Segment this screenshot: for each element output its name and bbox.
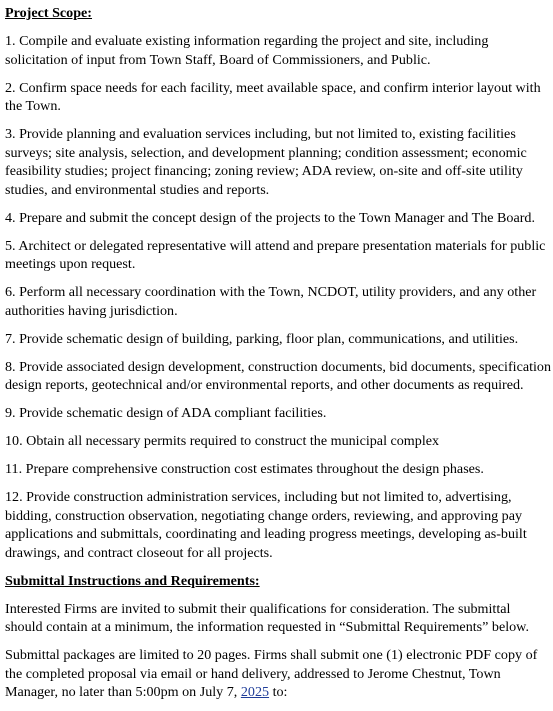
scope-item-5: 5. Architect or delegated representative will attend and prepare presentation materials for public meetings upon request. <box>5 237 546 272</box>
scope-item-1: 1. Compile and evaluate existing information regarding the project and site, including solicitation of input from Town Staff, Board of Commissioners, and Public. <box>5 33 489 68</box>
scope-item-11: 11. Prepare comprehensive construction cost estimates throughout the design phases. <box>5 461 484 477</box>
submittal-heading: Submittal Instructions and Requirements: <box>5 572 260 589</box>
deadline-year-link[interactable]: 2025 <box>240 684 270 700</box>
submittal-paragraph-2-text: Submittal packages are limited to 20 pages. Firms shall submit one (1) electronic PDF copy of the completed proposal via email or hand delivery, addressed to Jerome Chestnut, Town Manager, no later than 5:00pm on July 7, <box>5 647 538 700</box>
scope-item-9: 9. Provide schematic design of ADA compliant facilities. <box>5 405 327 421</box>
scope-item-3: 3. Provide planning and evaluation services including, but not limited to, existing facilities surveys; site analysis, selection, and development planning; condition assessment; economic feasibility studies; project financing; zoning review; ADA review, on-site and off-site utility studies, and environmental studies and reports. <box>5 126 527 198</box>
submittal-paragraph-2 <box>5 646 551 702</box>
scope-item-7: 7. Provide schematic design of building, parking, floor plan, communications, and utilities. <box>5 330 519 347</box>
scope-item-4: 4. Prepare and submit the concept design of the projects to the Town Manager and The Board. <box>5 209 535 226</box>
scope-item-8: 8. Provide associated design development, construction documents, bid documents, specification design reports, geotechnical and/or environmental reports, and other documents as required. <box>5 358 552 393</box>
document-page <box>5 4 551 711</box>
scope-item-12: 12. Provide construction administration services, including but not limited to, advertising, bidding, construction observation, negotiating change orders, reviewing, and approving pay applications and submittals, coordinating and leading progress meetings, developing as-built drawings, and contract closeout for all projects. <box>5 489 527 561</box>
scope-item-10: 10. Obtain all necessary permits required to construct the municipal complex <box>5 433 440 449</box>
project-scope-heading: Project Scope: <box>5 5 93 21</box>
submittal-paragraph-2-end: to: <box>269 684 288 700</box>
scope-item-2: 2. Confirm space needs for each facility, meet available space, and confirm interior layout with the Town. <box>5 79 541 114</box>
scope-item-6: 6. Perform all necessary coordination with the Town, NCDOT, utility providers, and any other authorities having jurisdiction. <box>5 284 537 319</box>
submittal-paragraph-1: Interested Firms are invited to submit their qualifications for consideration. The submittal should contain at a minimum, the information requested in “Submittal Requirements” below. <box>5 600 529 635</box>
